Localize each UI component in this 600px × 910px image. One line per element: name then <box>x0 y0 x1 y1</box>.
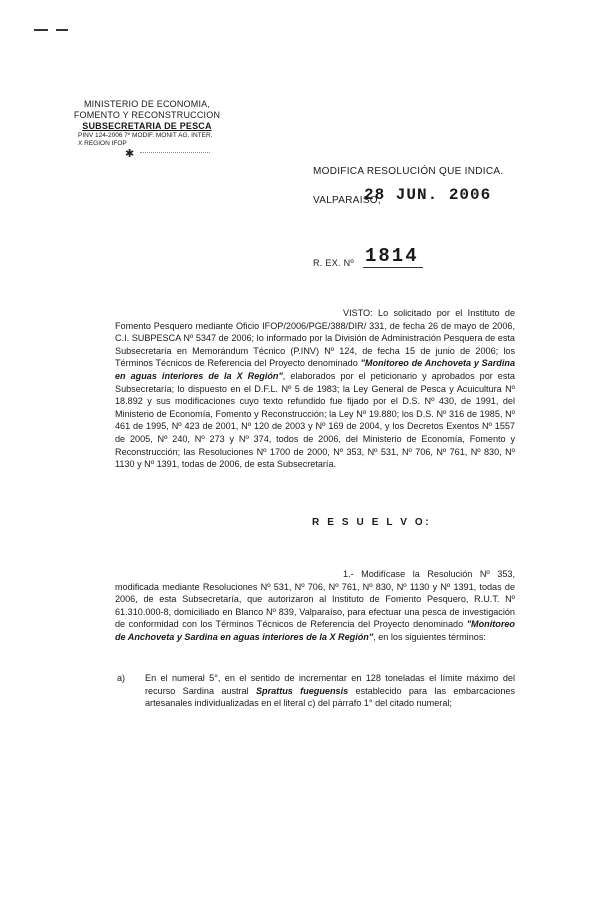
item-a-species: Sprattus fueguensis <box>255 685 349 696</box>
ministry-header <box>62 99 232 148</box>
article-1-text-1: 1.- Modifícase la Resolución Nº 353, modificada mediante Resoluciones Nº 531, Nº 706, Nº 761, Nº 830, Nº 1130 y Nº 1391, todas de 2006, de esta Subsecretaría, que autorizaron al Instituto de Fomento Pesquero, R.U.T. Nº 61.310.000-8, domiciliado en Blanco Nº 839, Valparaíso, para efectuar una pesca de investigación de conformidad con los Términos Técnicos de Referencia del Proyecto denominado <box>115 569 515 630</box>
resolution-label: R. EX. Nº <box>313 258 354 268</box>
article-1-paragraph <box>115 568 515 644</box>
resuelvo-heading: R E S U E L V O: <box>312 517 432 528</box>
place-label: VALPARAISO, <box>313 195 381 206</box>
visto-paragraph <box>115 307 515 471</box>
visto-project-name: "Monitoreo de Anchoveta y Sardina en aguas interiores de la X Región" <box>115 358 516 381</box>
resolution-number: 1814 <box>363 245 423 268</box>
item-a-label: a) <box>117 673 126 683</box>
item-a-text-2: establecido para las embarcaciones artesanales individualizadas en el literal c) del párrafo 1° del citado numeral; <box>145 685 516 709</box>
article-1-project-name: "Monitoreo de Anchoveta y Sardina en aguas interiores de la X Región" <box>115 619 515 642</box>
article-1-text-2: , en los siguientes términos: <box>373 631 486 642</box>
item-a-paragraph <box>145 672 515 710</box>
page-dash-mark <box>34 29 68 31</box>
visto-text-2: , elaborados por el peticionario y aprobados por esta Subsecretaría; lo dispuesto en el D.F.L. Nº 5 de 1983; la Ley General de Pesca y Acuicultura Nº 18.892 y sus modificaciones cuyo texto refundido fue fijado por el D.S. Nº 430, de 1991, del Ministerio de Economía, Fomento y Reconstrucción; la Ley Nº 19.880; los D.S. Nº 316 de 1985, Nº 461 de 1995, Nº 423 de 2001, Nº 120 de 2003 y Nº 169 de 2004, y los Decretos Exentos Nº 1557 de 2005, Nº 240, Nº 273 y Nº 374, todos de 2006, del Ministerio de Economía, Fomento y Reconstrucción; las Resoluciones Nº 1700 de 2000, Nº 353, Nº 531, Nº 706, Nº 761, Nº 830, Nº 1130 y Nº 1391, todas de 2006, de esta Subsecretaría. <box>115 370 515 470</box>
stamped-date: 28 JUN. 2006 <box>364 186 492 204</box>
dotted-divider <box>140 152 210 153</box>
ministry-line-1: MINISTERIO DE ECONOMIA, <box>83 99 211 109</box>
subsecretaria-line: SUBSECRETARIA DE PESCA <box>82 121 212 131</box>
reference-line: PINV 124-2006 7º MODIF. MONIT AG. INTER. <box>78 132 213 139</box>
ministry-line-2: FOMENTO Y RECONSTRUCCION <box>73 110 221 120</box>
initials-mark-icon: ✱ <box>125 148 135 160</box>
region-line: X REGION IFOP <box>78 140 127 147</box>
document-topic: MODIFICA RESOLUCIÓN QUE INDICA. <box>313 166 504 177</box>
visto-text-1: VISTO: Lo solicitado por el Instituto de Fomento Pesquero mediante Oficio IFOP/2006/PGE/388/DIR/ 331, de fecha 26 de mayo de 2006, C.I. SUBPESCA Nº 5347 de 2006; lo informado por la División de Administración Pesquera de esta Subsecretaría en Memorándum Técnico (P.INV) Nº 124, de fecha 15 de junio de 2006; los Términos Técnicos de Referencia del Proyecto denominado <box>115 308 515 369</box>
item-a-text-1: En el numeral 5°, en el sentido de incrementar en 128 toneladas el límite máximo del recurso Sardina austral <box>145 673 515 696</box>
